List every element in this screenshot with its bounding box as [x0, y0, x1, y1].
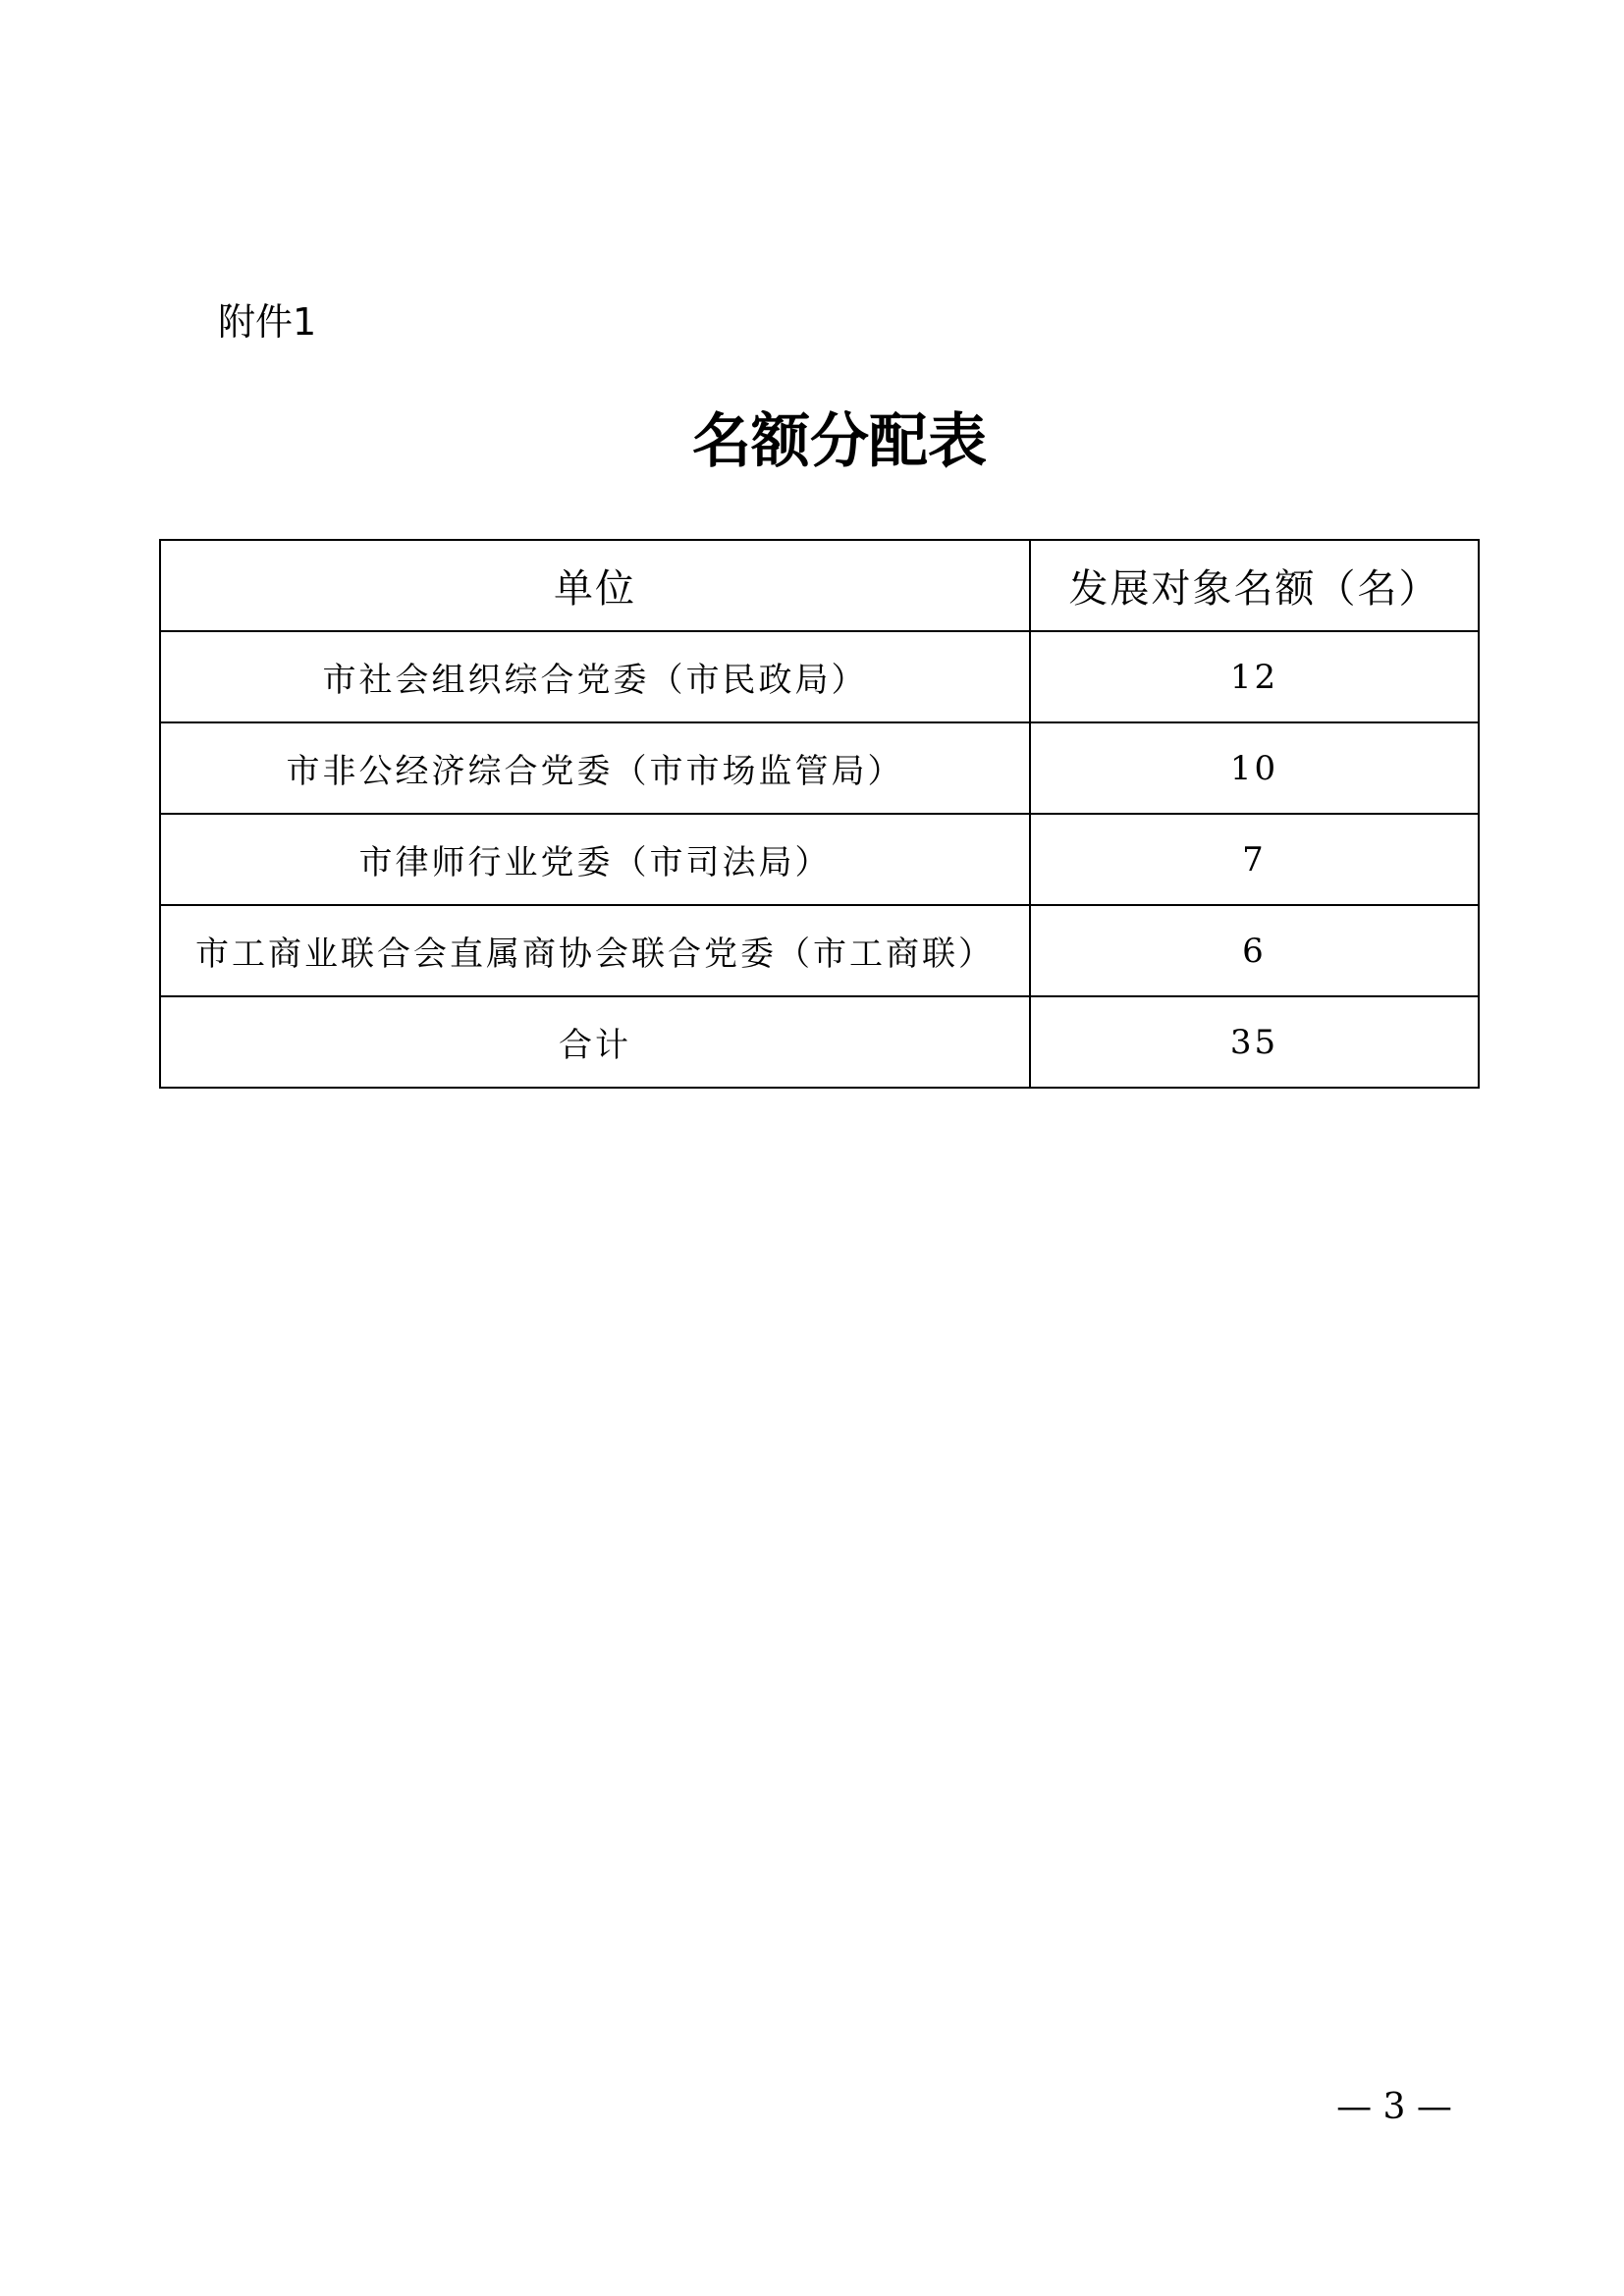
table-row	[160, 631, 1479, 722]
column-header-quota: 发展对象名额（名）	[1030, 540, 1479, 631]
table-total-row	[160, 996, 1479, 1088]
quota-cell: 7	[1030, 814, 1479, 905]
quota-cell: 6	[1030, 905, 1479, 996]
column-header-unit: 单位	[160, 540, 1030, 631]
quota-cell: 10	[1030, 722, 1479, 814]
attachment-label: 附件1	[218, 300, 317, 344]
page-title: 名额分配表	[692, 407, 987, 476]
unit-cell: 市非公经济综合党委（市市场监管局）	[160, 722, 1030, 814]
table-row	[160, 722, 1479, 814]
total-label-cell: 合计	[160, 996, 1030, 1088]
table-row	[160, 814, 1479, 905]
unit-cell: 市社会组织综合党委（市民政局）	[160, 631, 1030, 722]
quota-allocation-table	[159, 539, 1480, 1089]
unit-cell: 市律师行业党委（市司法局）	[160, 814, 1030, 905]
quota-cell: 12	[1030, 631, 1479, 722]
unit-cell: 市工商业联合会直属商协会联合党委（市工商联）	[160, 905, 1030, 996]
page-number: — 3 —	[1336, 2087, 1452, 2127]
table-header-row	[160, 540, 1479, 631]
total-quota-cell: 35	[1030, 996, 1479, 1088]
table-row	[160, 905, 1479, 996]
